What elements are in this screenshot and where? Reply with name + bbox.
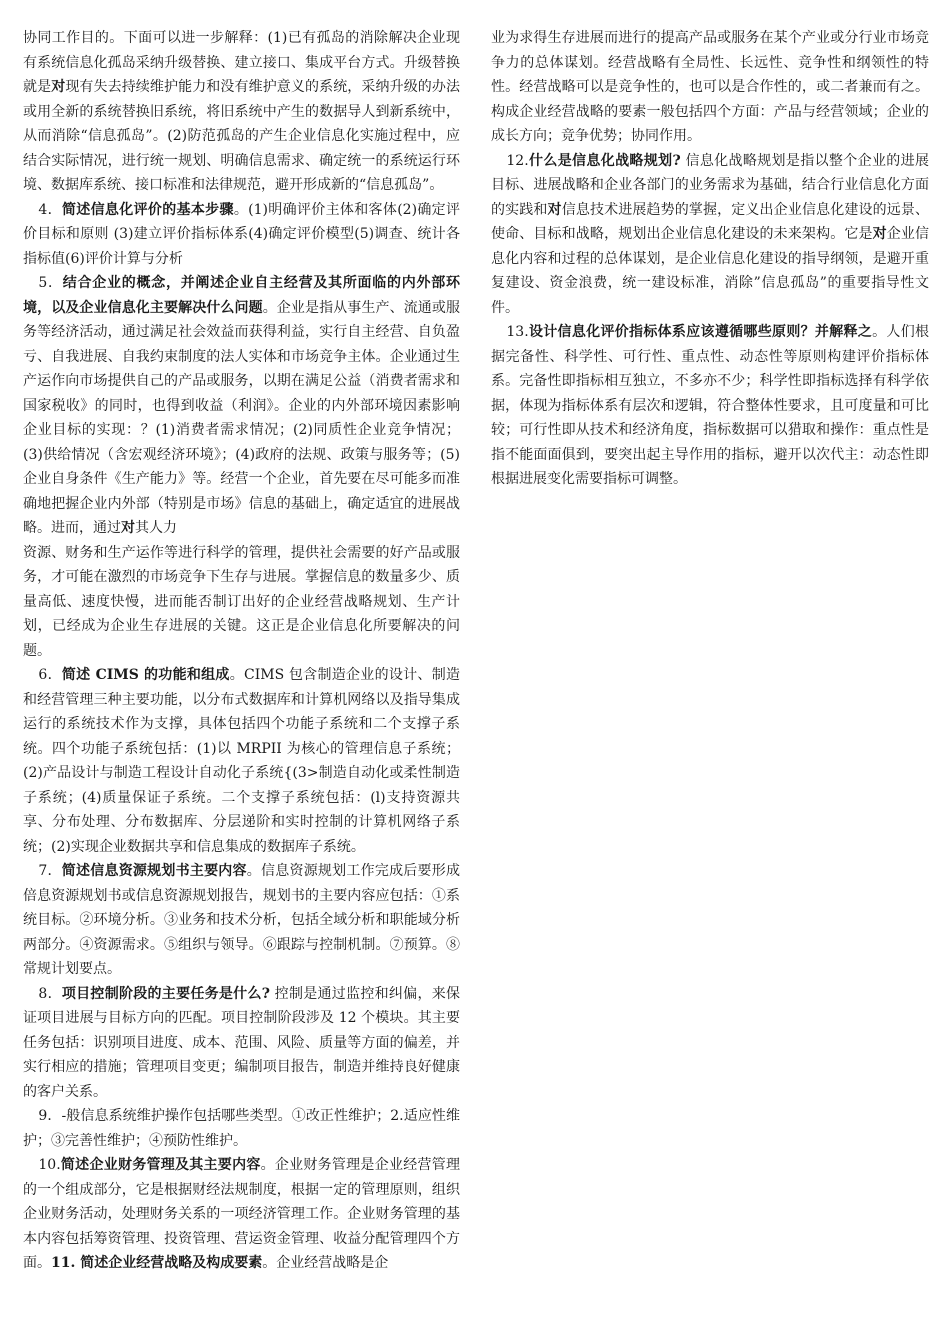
paragraph xyxy=(491,149,929,321)
paragraph xyxy=(23,663,460,859)
text-run: 。企业是指从事生产、流通或服务等经济活动，通过满足社会效益而获得利益，实行自主经营、自负盈亏、自我进展、自我约束制度的法人实体和市场竞争主体。企业通过生产运作向市场提供自己的产品或服务，以期在满足公益（消费者需求和国家税收》的同时，也得到收益（利润》。企业的内外部环境因素影响企业目标的实现：？(1)消费者需求情况；(2)同质性企业竞争情况；(3)供给情况（含宏观经济环境》；(4)政府的法规、政策与服务等；(5)企业自身条件《生产能力》等。经营一个企业，首先要在尽可能多而准确地把握企业内外部（特别是市场》信息的基础上，确定适宜的进展战略。进而，通过 xyxy=(23,299,461,536)
text-run: 。信息资源规划工作完成后要形成倍息资源规划书或信息资源规划报告，规划书的主要内容应包括：①系统目标。②环境分析。③业务和技术分析，包括全域分析和职能域分析两部分。④资源需求。⑤组织与领导。⑥跟踪与控制机制。⑦预算。⑧常规计划要点。 xyxy=(23,863,460,977)
paragraph xyxy=(23,982,460,1105)
text-run: 。企业经营战略是企 xyxy=(262,1255,389,1271)
text-run: 其人力 xyxy=(135,520,177,536)
text-run: 9．-般信息系统维护操作包括哪些类型。①改正性维护；2.适应性维护；③完善性维护；④预防性维护。 xyxy=(23,1108,460,1149)
text-run: 5． xyxy=(38,275,63,291)
text-run: 4． xyxy=(38,201,62,218)
paragraph xyxy=(23,1153,460,1276)
bold-text-run: 对 xyxy=(872,226,887,242)
text-run: 资源、财务和生产运作等进行科学的管理，提供社会需要的好产品或服务，才可能在激烈的市场竞争下生存与进展。掌握信息的数量多少、质量高低、速度快慢，进而能否制订出好的企业经营战略规划、生产计划，已经成为企业生存进展的关键。这正是企业信息化所要解决的问题。 xyxy=(23,544,460,659)
left-text-column xyxy=(23,26,460,1276)
bold-text-run: 设计信息化评价指标体系应该遵循哪些原则？并解释之 xyxy=(528,324,873,340)
bold-text-run: 简述信息资源规划书主要内容 xyxy=(61,863,247,879)
bold-text-run: 简述 CIMS 的功能和组成 xyxy=(61,667,230,683)
right-text-column xyxy=(491,26,929,492)
bold-text-run: 项目控制阶段的主要任务是什么? xyxy=(61,985,270,1002)
text-run: 。人们根据完备性、科学性、可行性、重点性、动态性等原则构建评价指标体系。完备性即指标相互独立，不多亦不少；科学性即指标选择有科学依据，体现为指标体系有层次和逻辑，符合整体性要求，且可度量和可比较；可行性即从技术和经济角度，指标数据可以猎取和操作：重点性是指不能面面俱到，要突出起主导作用的指标，避开以次代主：动态性即根据进展变化需要指标可调整。 xyxy=(491,324,930,487)
text-run: 业为求得生存进展而进行的提高产品或服务在某个产业或分行业市场竞争力的总体谋划。经营战略有全局性、长远性、竞争性和纲领性的特性。经营战略可以是竞争性的，也可以是合作性的，或二者兼而有之。构成企业经营战略的要素一般包括四个方面：产品与经营领域；企业的成长方向；竞争优势；协同作用。 xyxy=(491,30,929,144)
paragraph xyxy=(491,320,929,492)
bold-text-run: 对 xyxy=(547,201,562,218)
text-run: 8． xyxy=(38,985,62,1002)
text-run: 7． xyxy=(38,863,62,879)
paragraph xyxy=(491,26,929,149)
paragraph xyxy=(23,198,460,272)
text-run: 。企业财务管理是企业经营管理的一个组成部分，它是根据财经法规制度，根据一定的管理原则，组织企业财务活动，处理财务关系的一项经济管理工作。企业财务管理的基本内容包括筹资管理、投资管理、营运资金管理、收益分配管理四个方面。 xyxy=(23,1157,461,1271)
paragraph xyxy=(23,859,460,982)
bold-text-run: 简述企业财务管理及其主要内容 xyxy=(60,1157,261,1173)
text-run: 13. xyxy=(506,324,529,340)
text-run: 12. xyxy=(506,152,529,169)
text-run: 信息技术进展趋势的掌握，定义出企业信息化建设的远景、使命、目标和战略，规划出企业信息化建设的未来架构。它是 xyxy=(491,201,930,242)
bold-text-run: 结合企业的概念，并阐述企业自主经营及其所面临的内外部环境，以及企业信息化主要解决什么问题 xyxy=(23,275,460,316)
text-run: 。CIMS 包含制造企业的设计、制造和经营管理三种主要功能，以分布式数据库和计算机网络以及指导集成运行的系统技术作为支撑，具体包括四个功能子系统和二个支撑子系统。四个功能子系统包括：(1)以 MRPII 为核心的管理信息子系统；(2)产品设计与制造工程设计自动化子系统{(3>制造自动化或柔性制造子系统；(4)质量保证子系统。二个支撑子系统包括：(l)支持资源共享、分布处理、分布数据库、分层递阶和实时控制的计算机网络子系统；(2)实现企业数据共享和信息集成的数据库子系统。 xyxy=(23,667,460,855)
text-run: 10. xyxy=(38,1157,61,1173)
text-run: 。(1)明确评价主体和客体(2)确定评价目标和原则 (3)建立评价指标体系(4)确定评价模型(5)调查、统计各指标值(6)评价计算与分析 xyxy=(23,201,460,267)
text-run: 协同工作目的。下面可以进一步解释：(1)已有孤岛的消除解决企业现有系统信息化孤岛采纳升级替换、建立接口、集成平台方式。升级替换就是 xyxy=(23,30,460,95)
paragraph xyxy=(23,541,460,664)
bold-text-run: 11. 简述企业经营战略及构成要素 xyxy=(51,1255,263,1271)
text-run: 信息化战略规划是指以整个企业的进展目标、进展战略和企业各部门的业务需求为基础，结合行业信息化方面的实践和 xyxy=(491,152,930,218)
text-run: 控制是通过监控和纠偏，来保证项目进展与目标方向的匹配。项目控制阶段涉及 12 个模块。其主要任务包括：识别项目进度、成本、范围、风险、质量等方面的偏差，并实行相应的措施；管理项目变更；编制项目报告，制造并维持良好健康的客户关系。 xyxy=(23,985,461,1100)
paragraph xyxy=(23,26,460,198)
bold-text-run: 简述信息化评价的基本步骤 xyxy=(61,201,234,218)
bold-text-run: 对 xyxy=(51,79,66,95)
text-run: 现有失去持续维护能力和没有维护意义的系统，采纳升级的办法或用全新的系统替换旧系统，将旧系统中产生的数据导人到新系统中，从而消除“信息孤岛”。(2)防范孤岛的产生企业信息化实施过程中，应结合实际情况，进行统一规划、明确信息需求、确定统一的系统运行环境、数据库系统、接口标准和法律规范，避开形成新的“信息孤岛”。 xyxy=(23,79,461,193)
paragraph xyxy=(23,1104,460,1153)
bold-text-run: 对 xyxy=(121,520,135,536)
text-run: 6． xyxy=(38,667,62,683)
text-run: 企业信息化内容和过程的总体谋划，是企业信息化建设的指导纲领，是避开重复建设、资金浪费，统一建设标准，消除”信息孤岛”的重要指导性文件。 xyxy=(491,226,930,316)
bold-text-run: 什么是信息化战略规划? xyxy=(528,152,681,169)
paragraph xyxy=(23,271,460,541)
